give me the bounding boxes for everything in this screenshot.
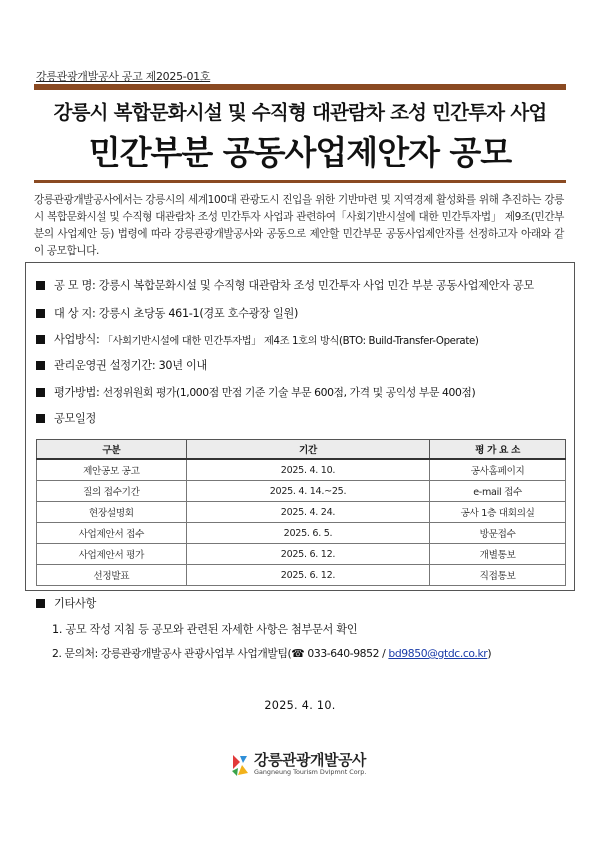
etc-line-1: 1. 공모 작성 지침 등 공모와 관련된 자세한 사항은 첨부문서 확인 — [52, 623, 358, 636]
schedule-row — [37, 459, 566, 481]
schedule-cell: 2025. 4. 14.~25. — [186, 481, 430, 502]
etc-line-2-prefix: 2. 문의처: 강릉관광개발공사 관광사업부 사업개발팀(☎ 033-640-9852 / — [52, 647, 389, 660]
square-bullet-icon — [36, 335, 45, 344]
schedule-cell: 사업제안서 평가 — [37, 544, 187, 565]
square-bullet-icon — [36, 361, 45, 370]
schedule-row — [37, 523, 566, 544]
schedule-header-cell: 기간 — [186, 440, 430, 460]
schedule-header-cell: 구분 — [37, 440, 187, 460]
schedule-cell: 공사홈페이지 — [430, 459, 566, 481]
logo-name-en: Gangneung Tourism Dvlpmnt Corp. — [254, 768, 367, 776]
item-period-value: 30년 이내 — [158, 359, 207, 372]
company-logo-icon — [230, 753, 250, 777]
schedule-cell: 2025. 6. 5. — [186, 523, 430, 544]
square-bullet-icon — [36, 309, 45, 318]
intro-paragraph: 강릉관광개발공사에서는 강릉시의 세계100대 관광도시 진입을 위한 기반마련 및 지역경제 활성화를 위해 추진하는 강릉시 복합문화시설 및 수직형 대관람차 조성 민간투자 사업과 관련하여「사회기반시설에 대한 민간투자법」 제9조(민간부분의 사업제안 등) 법령에 따라 강릉관광개발공사와 공동으로 제안할 민간부문 공동사업제안자를 선정하고자 아래와 같이 공모합니다. — [34, 194, 564, 257]
square-bullet-icon — [36, 599, 45, 608]
schedule-cell: 사업제안서 접수 — [37, 523, 187, 544]
etc-line-2 — [52, 646, 491, 661]
square-bullet-icon — [36, 281, 45, 290]
schedule-cell: 개별통보 — [430, 544, 566, 565]
schedule-cell: 직접통보 — [430, 565, 566, 586]
square-bullet-icon — [36, 414, 45, 423]
title-line2: 민간부분 공동사업제안자 공모 — [88, 133, 512, 172]
schedule-cell: 2025. 6. 12. — [186, 544, 430, 565]
schedule-row — [37, 502, 566, 523]
schedule-cell: 2025. 4. 10. — [186, 459, 430, 481]
item-name — [36, 277, 534, 293]
schedule-row — [37, 565, 566, 586]
schedule-cell: 현장설명회 — [37, 502, 187, 523]
company-logo — [230, 752, 366, 777]
item-eval-label: 평가방법: — [54, 386, 100, 399]
item-name-value: 강릉시 복합문화시설 및 수직형 대관람차 조성 민간투자 사업 민간 부분 공동사업제안자 공모 — [98, 279, 534, 292]
schedule-cell: 질의 접수기간 — [37, 481, 187, 502]
schedule-cell: 공사 1층 대회의실 — [430, 502, 566, 523]
item-eval — [36, 384, 475, 400]
item-etc-label: 기타사항 — [54, 597, 97, 610]
item-method-value: 「사회기반시설에 대한 민간투자법」 제4조 1호의 방식(BTO: Build-Transfer-Operate) — [102, 335, 479, 347]
item-site-value: 강릉시 초당동 461-1(경포 호수광장 일원) — [98, 307, 299, 320]
title-line1: 강릉시 복합문화시설 및 수직형 대관람차 조성 민간투자 사업 — [53, 101, 547, 124]
schedule-cell: e-mail 접수 — [430, 481, 566, 502]
schedule-cell: 제안공모 공고 — [37, 459, 187, 481]
item-name-label: 공 모 명: — [54, 279, 96, 292]
schedule-header-cell: 평 가 요 소 — [430, 440, 566, 460]
schedule-cell: 선정발표 — [37, 565, 187, 586]
item-site — [36, 305, 298, 321]
schedule-row — [37, 544, 566, 565]
contact-email-link[interactable]: bd9850@gtdc.co.kr — [388, 647, 488, 660]
schedule-table — [36, 439, 566, 586]
item-period-label: 관리운영권 설정기간: — [54, 359, 156, 372]
schedule-cell: 2025. 4. 24. — [186, 502, 430, 523]
item-etc — [36, 595, 96, 611]
top-rule — [34, 84, 566, 90]
item-eval-value: 선정위원회 평가(1,000점 만점 기준 기술 부문 600점, 가격 및 공익성 부문 400점) — [102, 385, 476, 399]
etc-line-2-suffix: ) — [487, 647, 492, 660]
notice-number: 강릉관광개발공사 공고 제2025-01호 — [36, 70, 211, 83]
item-method — [36, 331, 479, 347]
notice-date: 2025. 4. 10. — [264, 699, 336, 712]
schedule-row — [37, 481, 566, 502]
item-method-label: 사업방식: — [54, 333, 100, 346]
bottom-rule — [34, 180, 566, 183]
schedule-header-row — [37, 440, 566, 460]
item-schedule-label: 공모일정 — [54, 412, 97, 425]
item-site-label: 대 상 지: — [54, 307, 96, 320]
item-schedule — [36, 410, 96, 426]
schedule-cell: 방문접수 — [430, 523, 566, 544]
schedule-cell: 2025. 6. 12. — [186, 565, 430, 586]
square-bullet-icon — [36, 388, 45, 397]
item-period — [36, 357, 207, 373]
logo-name-kr: 강릉관광개발공사 — [254, 751, 366, 769]
